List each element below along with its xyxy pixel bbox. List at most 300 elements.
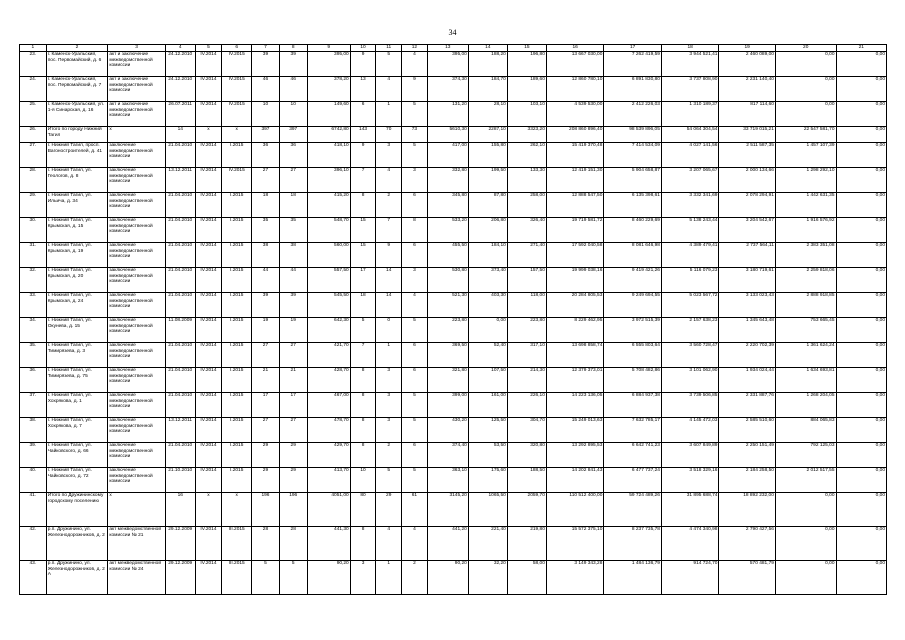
table-cell: 12 379 373,01	[546, 368, 604, 393]
table-cell: 12 888 547,50	[546, 193, 604, 218]
table-cell: 32.	[20, 268, 47, 293]
table-cell: 753 665,45	[775, 318, 836, 343]
table-cell: 2 511 587,35	[719, 143, 775, 168]
table-cell: 8	[350, 393, 376, 418]
table-cell: 4 027 141,56	[661, 143, 719, 168]
table-cell: 1	[376, 343, 402, 368]
table-cell: 271,40	[507, 243, 546, 268]
table-cell: 4	[376, 77, 402, 102]
table-cell: 2 000 134,66	[719, 168, 775, 193]
table-cell: 1 457 107,39	[775, 143, 836, 168]
table-cell: 35	[252, 218, 280, 243]
table-cell: акт и заключение межведомственной комиссии	[108, 52, 166, 77]
table-cell: 6	[402, 243, 428, 268]
table-cell: 429,70	[307, 443, 350, 468]
table-cell: 90,20	[307, 561, 350, 595]
table-cell: 2 078 294,91	[719, 193, 775, 218]
table-cell: заключение межведомственной комиссии	[108, 168, 166, 193]
table-cell: I.2015	[222, 193, 252, 218]
table-cell: 21.04.2010	[165, 293, 195, 318]
table-cell: 143	[350, 127, 376, 143]
table-cell: 3	[376, 393, 402, 418]
table-cell: 16	[165, 493, 195, 527]
table-cell: 8	[350, 527, 376, 561]
table-cell: 29	[376, 493, 402, 527]
table-cell: 6 555 803,64	[604, 343, 662, 368]
table-cell: 21.04.2010	[165, 343, 195, 368]
table-cell: 378,20	[307, 77, 350, 102]
table-cell: IV.2014	[195, 418, 222, 443]
column-number-cell: 8	[279, 45, 307, 52]
table-cell: 2 383 351,08	[775, 243, 836, 268]
table-cell: 21.04.2010	[165, 393, 195, 418]
table-cell: 374,40	[427, 443, 468, 468]
table-cell: 2 585 510,60	[719, 418, 775, 443]
table-cell: 29	[279, 443, 307, 468]
table-cell: 3 149 343,28	[546, 561, 604, 595]
table-cell: 31 895 688,74	[661, 493, 719, 527]
table-cell: 27	[279, 168, 307, 193]
table-cell: I.2015	[222, 318, 252, 343]
table-cell: 1	[376, 102, 402, 127]
table-cell: IV.2014	[195, 343, 222, 368]
table-cell: 196	[252, 493, 280, 527]
table-row	[20, 318, 887, 343]
table-cell: 421,70	[307, 343, 350, 368]
table-cell: 208 860 896,40	[546, 127, 604, 143]
table-cell: IV.2014	[195, 102, 222, 127]
table-cell: 8	[350, 418, 376, 443]
column-number-cell: 4	[165, 45, 195, 52]
column-number-cell: 16	[546, 45, 604, 52]
table-cell: 9 249 694,55	[604, 293, 662, 318]
table-cell: г. Нижний Тагил, ул. Чайковского, д. 72	[46, 468, 108, 493]
table-cell: 369,50	[427, 343, 468, 368]
table-cell: 0,00	[836, 143, 887, 168]
table-cell: 258,00	[507, 193, 546, 218]
table-cell: IV.2014	[195, 168, 222, 193]
table-cell: 413,70	[307, 468, 350, 493]
table-cell: III.2015	[222, 527, 252, 561]
table-cell: г. Нижний Тагил, ул. Ильича, д. 34	[46, 193, 108, 218]
table-row	[20, 143, 887, 168]
table-cell: 0,00	[775, 102, 836, 127]
column-number-cell: 20	[775, 45, 836, 52]
table-row	[20, 127, 887, 143]
column-number-cell: 5	[195, 45, 222, 52]
table-cell: 27	[252, 343, 280, 368]
table-cell: 35.	[20, 343, 47, 368]
table-cell: заключение межведомственной комиссии	[108, 343, 166, 368]
table-cell: 29	[279, 468, 307, 493]
table-cell: IV.2015	[222, 52, 252, 77]
table-cell: IV.2014	[195, 368, 222, 393]
table-cell: 39	[279, 52, 307, 77]
table-cell: 27	[252, 418, 280, 443]
table-cell: 8	[350, 193, 376, 218]
table-cell: 31.	[20, 243, 47, 268]
table-cell: 0,00	[836, 368, 887, 393]
table-cell: 9	[376, 243, 402, 268]
table-cell: акт межведомственной комиссии № 24	[108, 561, 166, 595]
table-cell: IV.2014	[195, 561, 222, 595]
table-cell: 5	[402, 393, 428, 418]
table-cell: 118,00	[507, 293, 546, 318]
table-cell: г. Нижний Тагил, ул. Тимирязева, д. 75	[46, 368, 108, 393]
column-number-cell: 18	[661, 45, 719, 52]
table-cell: 35	[279, 218, 307, 243]
table-cell: 54 064 304,54	[661, 127, 719, 143]
table-cell: 12 419 151,30	[546, 168, 604, 193]
table-cell: 2 184 258,50	[719, 468, 775, 493]
table-cell: заключение межведомственной комиссии	[108, 243, 166, 268]
table-cell: 4 539 530,00	[546, 102, 604, 127]
table-cell: 155,80	[468, 143, 507, 168]
table-cell: 6 884 937,38	[604, 393, 662, 418]
table-cell: 455,50	[427, 243, 468, 268]
table-cell: 15	[350, 243, 376, 268]
table-cell: 2 737 564,11	[719, 243, 775, 268]
table-cell: 8	[350, 443, 376, 468]
table-cell: г. Нижний Тагил, ул. Чайковского, д. 66	[46, 443, 108, 468]
table-cell: x	[195, 493, 222, 527]
table-cell: 90,20	[427, 561, 468, 595]
table-cell: 3 739 506,85	[661, 393, 719, 418]
table-cell: 33 719 015,21	[719, 127, 775, 143]
table-cell: акт и заключение межведомственной комиссии	[108, 102, 166, 127]
table-cell: г. Нижний Тагил, ул. Крымская, д. 20	[46, 268, 108, 293]
table-cell: 28.	[20, 168, 47, 193]
table-row	[20, 77, 887, 102]
table-cell: 38	[279, 243, 307, 268]
table-cell: 0,00	[468, 318, 507, 343]
table-cell: 262,10	[507, 143, 546, 168]
table-cell: 0,00	[836, 527, 887, 561]
table-cell: 24.12.2010	[165, 77, 195, 102]
table-cell: 3	[376, 368, 402, 393]
table-cell: 7 262 419,59	[604, 52, 662, 77]
table-cell: 1 310 189,37	[661, 102, 719, 127]
table-cell: 13 698 858,74	[546, 343, 604, 368]
column-number-cell: 12	[402, 45, 428, 52]
table-cell: I.2015	[222, 418, 252, 443]
table-cell: 36.	[20, 368, 47, 393]
table-cell: 98 539 896,05	[604, 127, 662, 143]
table-cell: 38	[252, 243, 280, 268]
table-cell: 1 298 292,10	[775, 168, 836, 193]
table-cell: 521,30	[427, 293, 468, 318]
table-cell: 545,50	[307, 293, 350, 318]
table-cell: 8 229 462,95	[546, 318, 604, 343]
table-cell: 196,80	[507, 52, 546, 77]
table-cell: IV.2014	[195, 243, 222, 268]
table-cell: 5 116 079,23	[661, 268, 719, 293]
table-cell: 188,50	[507, 468, 546, 493]
table-cell: 373,40	[468, 268, 507, 293]
table-cell: 13 667 030,00	[546, 52, 604, 77]
table-cell: IV.2014	[195, 393, 222, 418]
table-row	[20, 218, 887, 243]
table-cell: 0,00	[836, 193, 887, 218]
table-cell: 557,50	[307, 268, 350, 293]
table-cell: 1	[376, 561, 402, 595]
table-cell: x	[108, 127, 166, 143]
table-cell: 1 361 624,24	[775, 343, 836, 368]
table-cell: 59 724 489,26	[604, 493, 662, 527]
table-cell: 5 708 482,86	[604, 368, 662, 393]
table-cell: 21.04.2010	[165, 193, 195, 218]
table-cell: 28,10	[468, 102, 507, 127]
table-cell: 1 268 204,05	[775, 393, 836, 418]
table-cell: 14	[165, 127, 195, 143]
table-cell: 80	[350, 493, 376, 527]
table-cell: 1065,50	[468, 493, 507, 527]
table-cell: 478,70	[307, 418, 350, 443]
table-cell: 9	[402, 77, 428, 102]
table-cell: 3	[402, 168, 428, 193]
table-cell: 0,00	[836, 127, 887, 143]
table-cell: IV.2014	[195, 268, 222, 293]
table-cell: 0,00	[836, 77, 887, 102]
column-number-cell: 9	[307, 45, 350, 52]
table-cell: 0,00	[775, 77, 836, 102]
table-cell: 0,00	[836, 418, 887, 443]
table-cell: 14 223 136,05	[546, 393, 604, 418]
table-cell: 4051,00	[307, 493, 350, 527]
table-cell: IV.2014	[195, 52, 222, 77]
table-row	[20, 561, 887, 595]
table-cell: 161,00	[468, 393, 507, 418]
table-cell: 345,80	[427, 193, 468, 218]
column-number-cell: 15	[507, 45, 546, 52]
table-cell: 199,50	[468, 168, 507, 193]
table-cell: 21.10.2010	[165, 468, 195, 493]
table-cell: 467,00	[307, 393, 350, 418]
table-cell: 0,00	[836, 218, 887, 243]
table-cell: 15 249 013,63	[546, 418, 604, 443]
table-cell: 3 560 728,47	[661, 343, 719, 368]
table-cell: 103,10	[507, 102, 546, 127]
table-cell: заключение межведомственной комиссии	[108, 268, 166, 293]
table-cell: 14 202 841,43	[546, 468, 604, 493]
table-cell: 61	[402, 493, 428, 527]
table-cell: 4 145 472,03	[661, 418, 719, 443]
table-cell: 3 133 023,43	[719, 293, 775, 318]
table-cell: 0,00	[836, 343, 887, 368]
table-cell: 23.	[20, 52, 47, 77]
table-cell: г. Нижний Тагил, ул. Хохрякова, д. 1	[46, 393, 108, 418]
table-cell: 19 999 038,16	[546, 268, 604, 293]
table-cell: Итого по городу Нижний Тагил	[46, 127, 108, 143]
table-cell: 29.12.2009	[165, 561, 195, 595]
column-number-cell: 2	[46, 45, 108, 52]
column-number-row	[20, 45, 887, 52]
table-cell: Итого по Дружининскому городскому поселению	[46, 493, 108, 527]
table-cell: 415,20	[307, 193, 350, 218]
table-cell: 304,70	[507, 418, 546, 443]
table-cell: 3 972 515,39	[604, 318, 662, 343]
table-cell: 13.12.2011	[165, 168, 195, 193]
table-cell: x	[222, 493, 252, 527]
table-cell: 3	[376, 418, 402, 443]
table-cell: 317,10	[507, 343, 546, 368]
table-cell: IV.2014	[195, 77, 222, 102]
table-cell: 8 460 229,69	[604, 218, 662, 243]
table-row	[20, 527, 887, 561]
table-cell: 223,80	[427, 318, 468, 343]
table-cell: IV.2014	[195, 443, 222, 468]
table-cell: 1 634 693,81	[775, 368, 836, 393]
table-cell: 21.04.2010	[165, 218, 195, 243]
table-cell: 3 737 808,90	[661, 77, 719, 102]
table-cell: 70	[376, 127, 402, 143]
table-cell: г. Нижний Тагил, ул. Тимирязева, д. 3	[46, 343, 108, 368]
table-cell: I.2015	[222, 443, 252, 468]
table-cell: 0,00	[775, 527, 836, 561]
column-number-cell: 11	[376, 45, 402, 52]
table-cell: IV.2014	[195, 143, 222, 168]
table-cell: 19	[252, 318, 280, 343]
table-cell: 22 547 581,70	[775, 127, 836, 143]
table-cell: г. Нижний Тагил, ул. Крымская, д. 24	[46, 293, 108, 318]
table-cell: 26.	[20, 127, 47, 143]
table-cell: 3	[350, 561, 376, 595]
table-cell: 642,30	[307, 318, 350, 343]
table-cell: 2059,70	[507, 493, 546, 527]
table-cell: г. Нижний Тагил, ул. Крымская, д. 19	[46, 243, 108, 268]
table-cell: 5	[402, 418, 428, 443]
table-cell: 21	[279, 368, 307, 393]
table-cell: 32,20	[468, 561, 507, 595]
table-row	[20, 268, 887, 293]
table-cell: заключение межведомственной комиссии	[108, 293, 166, 318]
table-cell: 44	[279, 268, 307, 293]
column-number-cell: 10	[350, 45, 376, 52]
table-cell: 17	[252, 393, 280, 418]
table-cell: 18	[279, 193, 307, 218]
table-cell: 13 292 895,53	[546, 443, 604, 468]
page-number: 34	[448, 28, 457, 37]
table-cell: 6742,80	[307, 127, 350, 143]
table-cell: 196	[279, 493, 307, 527]
table-cell: 10	[279, 102, 307, 127]
table-cell: 0,00	[836, 268, 887, 293]
table-cell: 5 138 243,44	[661, 218, 719, 243]
table-cell: 332,80	[427, 168, 468, 193]
table-cell: 42.	[20, 527, 47, 561]
table-cell: IV.2014	[195, 293, 222, 318]
table-cell: 2	[376, 193, 402, 218]
table-cell: г. Нижний Тагил, ул. Крымская, д. 15	[46, 218, 108, 243]
table-cell: I.2015	[222, 468, 252, 493]
table-cell: IV.2014	[195, 527, 222, 561]
table-cell: 87,80	[468, 193, 507, 218]
table-cell: 21.04.2010	[165, 143, 195, 168]
table-cell: 13	[350, 77, 376, 102]
table-cell: 0,00	[836, 443, 887, 468]
table-cell: 3 180 719,61	[719, 268, 775, 293]
column-number-cell: 6	[222, 45, 252, 52]
table-cell: 21.04.2010	[165, 268, 195, 293]
table-cell: 6	[402, 343, 428, 368]
table-cell: 5	[376, 52, 402, 77]
table-cell: III.2015	[222, 561, 252, 595]
table-cell: 570 481,79	[719, 561, 775, 595]
table-cell: 133,30	[507, 168, 546, 193]
table-cell: 19	[279, 318, 307, 343]
table-cell: 5	[279, 561, 307, 595]
table-cell: 320,80	[507, 443, 546, 468]
table-cell: 396,10	[307, 168, 350, 193]
table-cell: I.2015	[222, 293, 252, 318]
table-cell: 15 419 370,48	[546, 143, 604, 168]
table-cell: 0,00	[775, 561, 836, 595]
table-cell: 2 888 918,85	[775, 293, 836, 318]
table-cell: заключение межведомственной комиссии	[108, 418, 166, 443]
table-cell: I.2015	[222, 243, 252, 268]
table-cell: 27	[279, 418, 307, 443]
table-cell: 29.12.2009	[165, 527, 195, 561]
table-cell: 20 284 805,53	[546, 293, 604, 318]
table-cell: 6	[402, 368, 428, 393]
table-cell: акт межведомственной комиссии № 21	[108, 527, 166, 561]
table-cell: 1 345 643,48	[719, 318, 775, 343]
table-cell: 17	[279, 393, 307, 418]
table-cell: г. Каменск-Уральский, пос. Первомайский, д. 7	[46, 77, 108, 102]
table-cell: 3	[376, 143, 402, 168]
table-cell: 5	[402, 468, 428, 493]
table-cell: 206,80	[468, 218, 507, 243]
table-cell: р.п. Дружинино, ул. Железнодорожников, д. 2	[46, 527, 108, 561]
table-cell: 2 412 226,03	[604, 102, 662, 127]
table-cell: IV.2014	[195, 468, 222, 493]
table-cell: 3 207 065,67	[661, 168, 719, 193]
table-cell: 21.04.2010	[165, 243, 195, 268]
table-row	[20, 393, 887, 418]
table-cell: 2	[402, 561, 428, 595]
table-cell: 26.07.2011	[165, 102, 195, 127]
table-cell: 2 460 089,00	[719, 52, 775, 77]
table-row	[20, 243, 887, 268]
table-cell: заключение межведомственной комиссии	[108, 393, 166, 418]
table-cell: 363,10	[427, 468, 468, 493]
table-cell: 29.	[20, 193, 47, 218]
table-row	[20, 102, 887, 127]
table-cell: 2 231 140,40	[719, 77, 775, 102]
table-row	[20, 52, 887, 77]
table-cell: 4	[402, 293, 428, 318]
table-cell: 37.	[20, 393, 47, 418]
table-cell: 0,00	[775, 52, 836, 77]
table-cell: 157,50	[507, 268, 546, 293]
table-cell: 43.	[20, 561, 47, 595]
table-cell: 2	[376, 443, 402, 468]
table-cell: 27	[279, 343, 307, 368]
table-cell: 5	[402, 318, 428, 343]
table-cell: 3145,20	[427, 493, 468, 527]
table-cell: 39.	[20, 443, 47, 468]
table-cell: 0,00	[836, 493, 887, 527]
table-cell: x	[195, 127, 222, 143]
table-cell: 6	[402, 193, 428, 218]
table-cell: 2 259 818,06	[775, 268, 836, 293]
column-number-cell: 13	[427, 45, 468, 52]
table-cell: 441,20	[427, 527, 468, 561]
table-cell: 0,00	[836, 293, 887, 318]
table-cell: 0,00	[836, 168, 887, 193]
table-cell: 5 904 658,87	[604, 168, 662, 193]
table-cell: 28	[252, 527, 280, 561]
